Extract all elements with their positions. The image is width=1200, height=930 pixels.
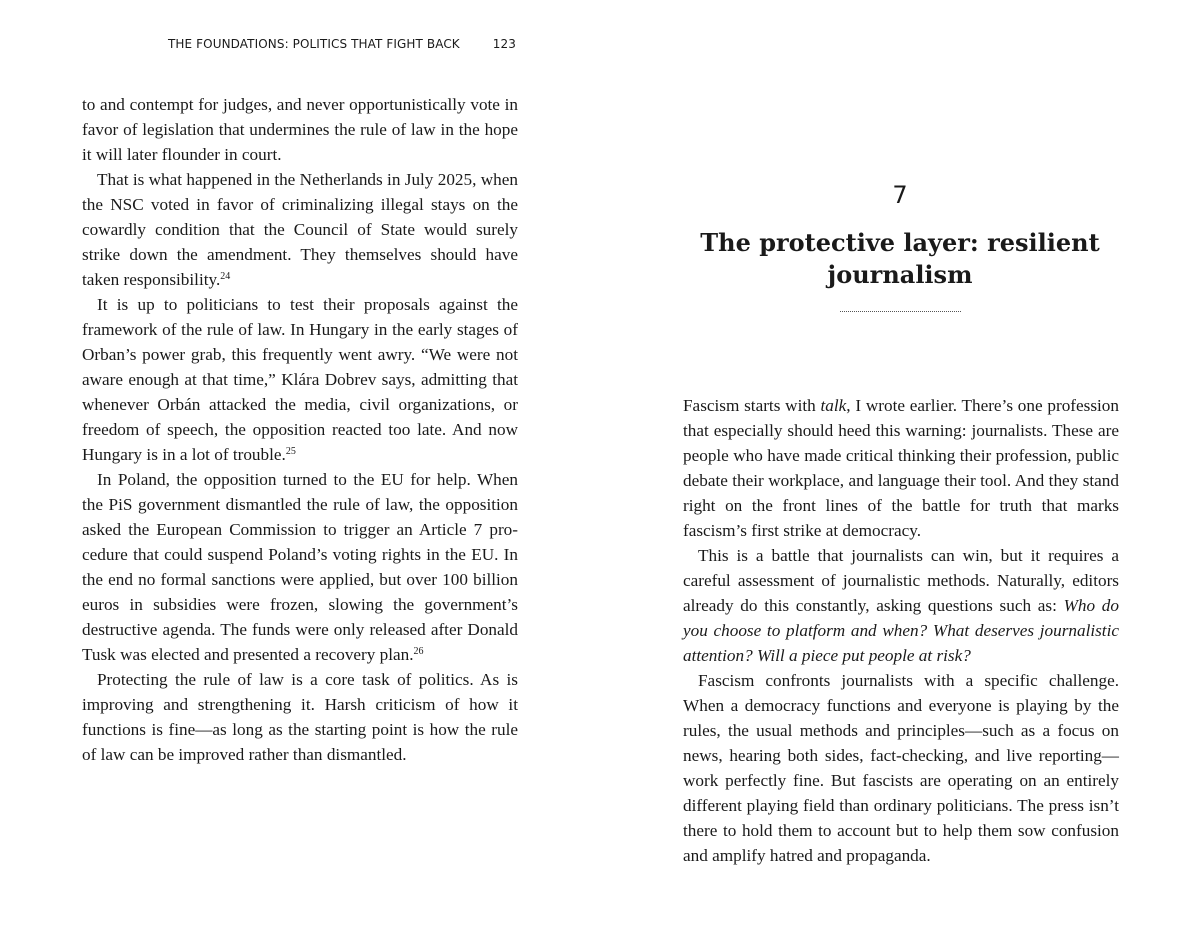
chapter-divider xyxy=(840,311,961,312)
paragraph-text: Fascism starts with xyxy=(683,396,821,415)
footnote-marker[interactable]: 26 xyxy=(413,646,424,657)
paragraph xyxy=(82,292,518,467)
paragraph-text: to and contempt for judges, and never opportunistically vote in favor of legislation that undermines the rule of law in the hope it will later flounder in court. xyxy=(82,95,518,164)
footnote-marker[interactable]: 25 xyxy=(285,446,296,457)
paragraph xyxy=(683,393,1119,543)
paragraph-text: This is a battle that journalists can win, but it requires a careful assessment of journalistic methods. Naturally, editors already do this constantly, asking questions such as: xyxy=(683,546,1119,615)
paragraph xyxy=(82,92,518,167)
chapter-number: 7 xyxy=(892,181,908,209)
paragraph xyxy=(82,167,518,292)
paragraph-text: Protecting the rule of law is a core task of politics. As is improving and strengthening it. Harsh criticism of how it functions is fine—as long as the starting point is how the rule of law can be improved rather than dismantled. xyxy=(82,670,518,764)
right-page xyxy=(600,0,1200,930)
chapter-title: The protective layer: resilient journalism xyxy=(700,228,1100,289)
paragraph-text: Fascism confronts journalists with a specific challenge. When a democracy functions and everyone is playing by the rules, the usual methods and principles—such as a focus on news, hearing both sides, fact-checking, and live reporting—work perfectly fine. But fascists are operating on an entirely different playing field than ordinary politicians. The press isn’t there to hold them to account but to help them sow confusion and amplify hatred and propaganda. xyxy=(683,671,1119,865)
paragraph-text: That is what happened in the Netherlands in July 2025, when the NSC voted in favor of criminalizing illegal stays on the cowardly condition that the Council of State would surely strike down the amendment. They themselves should have taken responsibility. xyxy=(82,170,518,289)
paragraph-text: It is up to politicians to test their proposals against the framework of the rule of law. In Hungary in the early stages of Orban’s power grab, this frequently went awry. “We were not aware enough at that time,” Klára Dobrev says, admitting that whenever Orbán attacked the media, civil organizations, or freedom of speech, the opposition reacted too late. And now Hungary is in a lot of trouble. xyxy=(82,295,518,464)
body-text xyxy=(683,393,1119,868)
paragraph xyxy=(82,467,518,667)
footnote-marker[interactable]: 24 xyxy=(220,271,231,282)
paragraph-text: , I wrote earlier. There’s one profession that especially should heed this warning: journalists. These are people who have made critical thinking their profession, public debate their workplace, and language their tool. And they stand right on the front lines of the battle for truth that marks fascism’s first strike at democracy. xyxy=(683,396,1119,540)
page-number: 123 xyxy=(492,37,516,51)
body-text xyxy=(82,92,518,767)
running-head xyxy=(168,37,516,55)
running-head-title: THE FOUNDATIONS: POLITICS THAT FIGHT BACK xyxy=(168,37,460,51)
paragraph xyxy=(82,667,518,767)
paragraph xyxy=(683,543,1119,668)
paragraph xyxy=(683,668,1119,868)
paragraph-text: In Poland, the opposition turned to the EU for help. When the PiS government dismantled the rule of law, the opposition asked the European Commission to trigger an Article 7 procedure that could suspend Poland’s voting rights in the EU. In the end no formal sanctions were applied, but over 100 billion euros in subsidies were frozen, slowing the government’s destructive agenda. The funds were only released after Donald Tusk was elected and presented a recovery plan. xyxy=(82,470,518,664)
emphasis-text: Who do you choose to platform and when? What deserves journalistic attention? Will a piece put people at risk? xyxy=(683,596,1119,665)
emphasis-text: talk xyxy=(820,396,847,415)
